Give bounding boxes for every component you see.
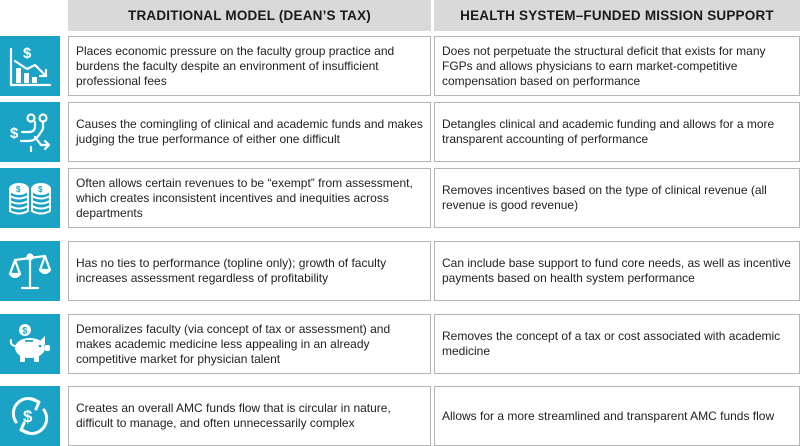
traditional-cell: Places economic pressure on the faculty group practice and burdens the faculty despite an environment of insufficient professional fees <box>68 36 431 96</box>
traditional-cell: Has no ties to performance (topline only); growth of faculty increases assessment regardless of profitability <box>68 241 431 301</box>
traditional-cell: Often allows certain revenues to be “exempt” from assessment, which creates inconsistent incentives and inequities across departments <box>68 168 431 228</box>
declining-dollar-chart-icon <box>0 36 60 96</box>
health-system-cell: Does not perpetuate the structural deficit that exists for many FGPs and allows physicians to earn market-competitive compensation based on performance <box>434 36 800 96</box>
comparison-row <box>0 168 800 228</box>
health-system-cell: Allows for a more streamlined and transparent AMC funds flow <box>434 386 800 446</box>
header-traditional-model: TRADITIONAL MODEL (DEAN’S TAX) <box>68 0 431 31</box>
comparison-row <box>0 241 800 301</box>
balance-scale-icon <box>0 241 60 301</box>
traditional-cell: Demoralizes faculty (via concept of tax or assessment) and makes academic medicine less appealing in an already competitive market for physician talent <box>68 314 431 374</box>
coin-stacks-icon <box>0 168 60 228</box>
svg-text:$: $ <box>10 125 19 142</box>
svg-text:$: $ <box>23 407 33 426</box>
header-health-system-funded: HEALTH SYSTEM–FUNDED MISSION SUPPORT <box>434 0 800 31</box>
svg-text:$: $ <box>23 45 32 62</box>
comparison-row <box>0 102 800 162</box>
health-system-cell: Can include base support to fund core needs, as well as incentive payments based on health system performance <box>434 241 800 301</box>
health-system-cell: Removes incentives based on the type of clinical revenue (all revenue is good revenue) <box>434 168 800 228</box>
comparison-row <box>0 36 800 96</box>
traditional-cell: Causes the comingling of clinical and academic funds and makes judging the true performance of either one difficult <box>68 102 431 162</box>
comparison-row <box>0 386 800 446</box>
svg-text:$: $ <box>22 325 28 336</box>
svg-text:$: $ <box>38 185 43 194</box>
health-system-cell: Detangles clinical and academic funding and allows for a more transparent accounting of performance <box>434 102 800 162</box>
comparison-row <box>0 314 800 374</box>
circular-dollar-icon <box>0 386 60 446</box>
piggy-bank-icon <box>0 314 60 374</box>
health-system-cell: Removes the concept of a tax or cost associated with academic medicine <box>434 314 800 374</box>
commingled-flow-icon <box>0 102 60 162</box>
svg-text:$: $ <box>16 185 21 194</box>
traditional-cell: Creates an overall AMC funds flow that is circular in nature, difficult to manage, and often unnecessarily complex <box>68 386 431 446</box>
